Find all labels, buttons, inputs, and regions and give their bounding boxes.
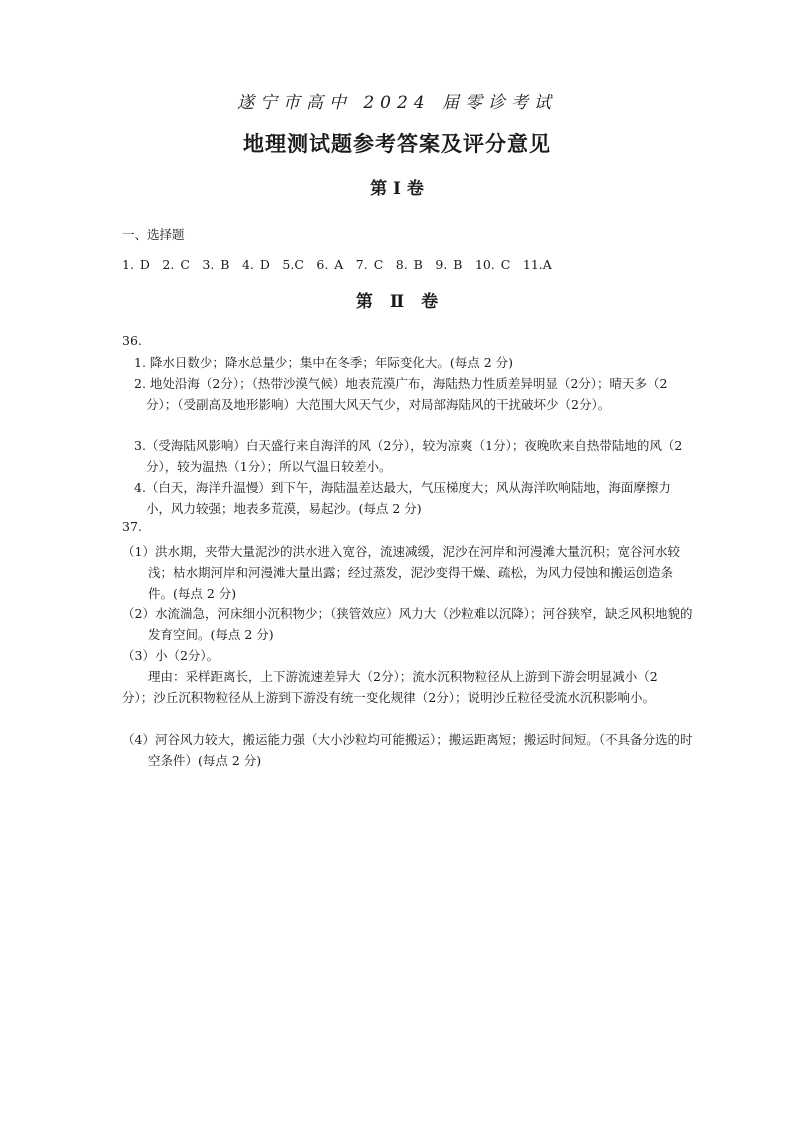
q36-answer-3: 3.（受海陆风影响）白天盛行来自海洋的风（2分），较为凉爽（1分）；夜晚吹来自热带陆地的风（2分），较为温热（1分）；所以气温日较差小。 <box>134 438 683 474</box>
document-title: 地理测试题参考答案及评分意见 <box>243 131 551 156</box>
volume-1-heading: 第 Ⅰ 卷 <box>370 179 424 199</box>
q36-answer-2: 2. 地处沿海（2分）；（热带沙漠气候）地表荒漠广布，海陆热力性质差异明显（2分）；晴天多（2分）；（受副高及地形影响）大范围大风天气少，对局部海陆风的干扰破坏少（2分）。 <box>134 376 668 412</box>
section-multiple-choice-heading: 一、选择题 <box>122 227 185 242</box>
volume-2-heading: 第 Ⅱ 卷 <box>355 292 439 312</box>
q37-answer-3: （3）小（2分）。 <box>122 648 220 663</box>
question-36-number: 36. <box>122 333 142 348</box>
q36-answer-4: 4.（白天，海洋升温慢）到下午，海陆温差达最大，气压梯度大；风从海洋吹响陆地，海面摩擦力小，风力较强；地表多荒漠，易起沙。(每点 2 分) <box>134 480 671 516</box>
q37-answer-3-reason: 理由：采样距离长，上下游流速差异大（2分）；流水沉积物粒径从上游到下游会明显减小（2分）；沙丘沉积物粒径从上游到下游没有统一变化规律（2分）；说明沙丘粒径受流水沉积影响小。 <box>122 669 658 705</box>
q36-answer-1: 1. 降水日数少；降水总量少；集中在冬季；年际变化大。(每点 2 分) <box>134 355 514 370</box>
multiple-choice-answers: 1. D 2. C 3. B 4. D 5.C 6. A 7. C 8. B 9. B 10. C 11.A <box>122 257 552 272</box>
q37-answer-4: （4）河谷风力较大，搬运能力强（大小沙粒均可能搬运）；搬运距离短；搬运时间短。（不具备分选的时空条件）(每点 2 分) <box>122 732 693 768</box>
school-exam-title: 遂宁市高中 2024 届零诊考试 <box>236 93 558 113</box>
q37-answer-2: （2）水流湍急，河床细小沉积物少；（狭管效应）风力大（沙粒难以沉降）；河谷狭窄，缺乏风积地貌的发育空间。(每点 2 分) <box>122 606 693 642</box>
q37-answer-1: （1）洪水期，夹带大量泥沙的洪水进入宽谷，流速减缓，泥沙在河岸和河漫滩大量沉积；宽谷河水较浅；枯水期河岸和河漫滩大量出露；经过蒸发，泥沙变得干燥、疏松，为风力侵蚀和搬运创造条件。(每点 2 分) <box>122 544 680 601</box>
question-37-number: 37. <box>122 519 142 534</box>
